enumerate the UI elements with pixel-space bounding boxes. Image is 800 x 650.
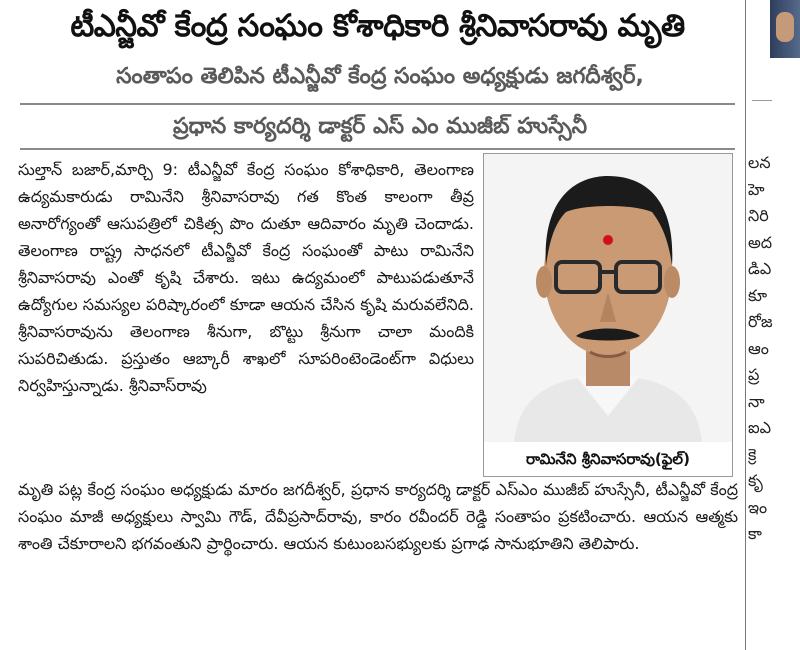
adjacent-line: ఆం: [748, 338, 769, 358]
adjacent-line: నిరి: [748, 206, 769, 225]
article-body-full-width: [18, 476, 738, 557]
adjacent-line: కూ: [748, 285, 768, 305]
adjacent-column-rule: [752, 100, 772, 101]
adjacent-line: డిఎ: [748, 259, 772, 278]
subheadline-top-rule: [20, 103, 735, 105]
adjacent-line: రోజ: [748, 312, 773, 331]
subheadline-line-1: సంతాపం తెలిపిన టీఎన్జీవో కేంద్ర సంఘం అధ్యక్షుడు జగదీశ్వర్,: [116, 64, 644, 89]
headline: టీఎన్జీవో కేంద్ర సంఘం కోశాధికారి శ్రీనివాసరావు మృతి: [70, 8, 685, 44]
adjacent-line: లన: [748, 153, 771, 172]
article-paragraph-1: సుల్తాన్ బజార్,మార్చి 9: టీఎన్జీవో కేంద్ర సంఘం కోశాధికారి, తెలంగాణ ఉద్యమకారుడు రామినేని శ్రీనివాసరావు గత కొంత కాలంగా తీవ్ర అనారోగ్యంతో ఆసుపత్రిలో చికిత్స పొం దుతూ ఆదివారం మృతి చెందాడు. తెలంగాణ రాష్ట్ర సాధనలో టీఎన్జీవో కేంద్ర సంఘంతో పాటు రామినేని శ్రీనివాసరావు ఎంతో కృషి చేశారు. ఇటు ఉద్యమంలో పాటుపడుతూనే ఉద్యోగుల సమస్యల పరిష్కారంలో కూడా ఆయన చేసిన కృషి మరువలేనిది. శ్రీనివాసరావును తెలంగాణ శీనుగా, బొట్టు శ్రీనుగా చాలా మందికి సుపరిచితుడు. ప్రస్తుతం ఆబ్కారీ శాఖలో సూపరింటెండెంట్‌గా విధులు నిర్వహిస్తున్నాడు. శ్రీనివాస్‌రావు: [18, 160, 474, 395]
adjacent-column-text: [748, 150, 800, 548]
portrait-illustration: [484, 154, 732, 442]
column-divider: [745, 0, 746, 650]
portrait-photo: [483, 153, 733, 477]
adjacent-line: అద: [748, 232, 773, 252]
article-paragraph-2: మృతి పట్ల కేంద్ర సంఘం అధ్యక్షుడు మారం జగదీశ్వర్, ప్రధాన కార్యదర్శి డాక్టర్ ఎస్‌ఎం ముజీబ్ హుస్సేనీ, టీఎన్జీవో కేంద్ర సంఘం మాజీ అధ్యక్షులు స్వామి గౌడ్, దేవీప్రసాద్‌రావు, కారం రవీందర్ రెడ్డి సంతాపం ప్రకటించారు. ఆయన ఆత్మకు శాంతి చేకూరాలని భగవంతుని ప్రార్థించారు. ఆయన కుటుంబసభ్యులకు ప్రగాఢ సానుభూతిని తెలిపారు.: [18, 480, 738, 553]
article-body-column: [18, 156, 474, 399]
adjacent-photo-fragment: [770, 0, 800, 58]
adjacent-line: కృ: [748, 471, 763, 490]
adjacent-line: నా: [748, 391, 765, 411]
adjacent-line: క్రె: [748, 444, 757, 464]
adjacent-line: హె: [748, 179, 765, 199]
adjacent-line: ప్ర: [748, 365, 760, 384]
subheadline-bottom-rule: [20, 148, 735, 150]
adjacent-line: ఇం: [748, 497, 768, 517]
photo-caption: రామినేని శ్రీనివాసరావు(ఫైల్): [484, 442, 732, 476]
subheadline-line-2: ప్రధాన కార్యదర్శి డాక్టర్ ఎస్ ఎం ముజీబ్ హుస్సేనీ: [172, 114, 588, 139]
adjacent-line: ఐఎ: [748, 418, 772, 437]
adjacent-line: కా: [748, 524, 762, 543]
